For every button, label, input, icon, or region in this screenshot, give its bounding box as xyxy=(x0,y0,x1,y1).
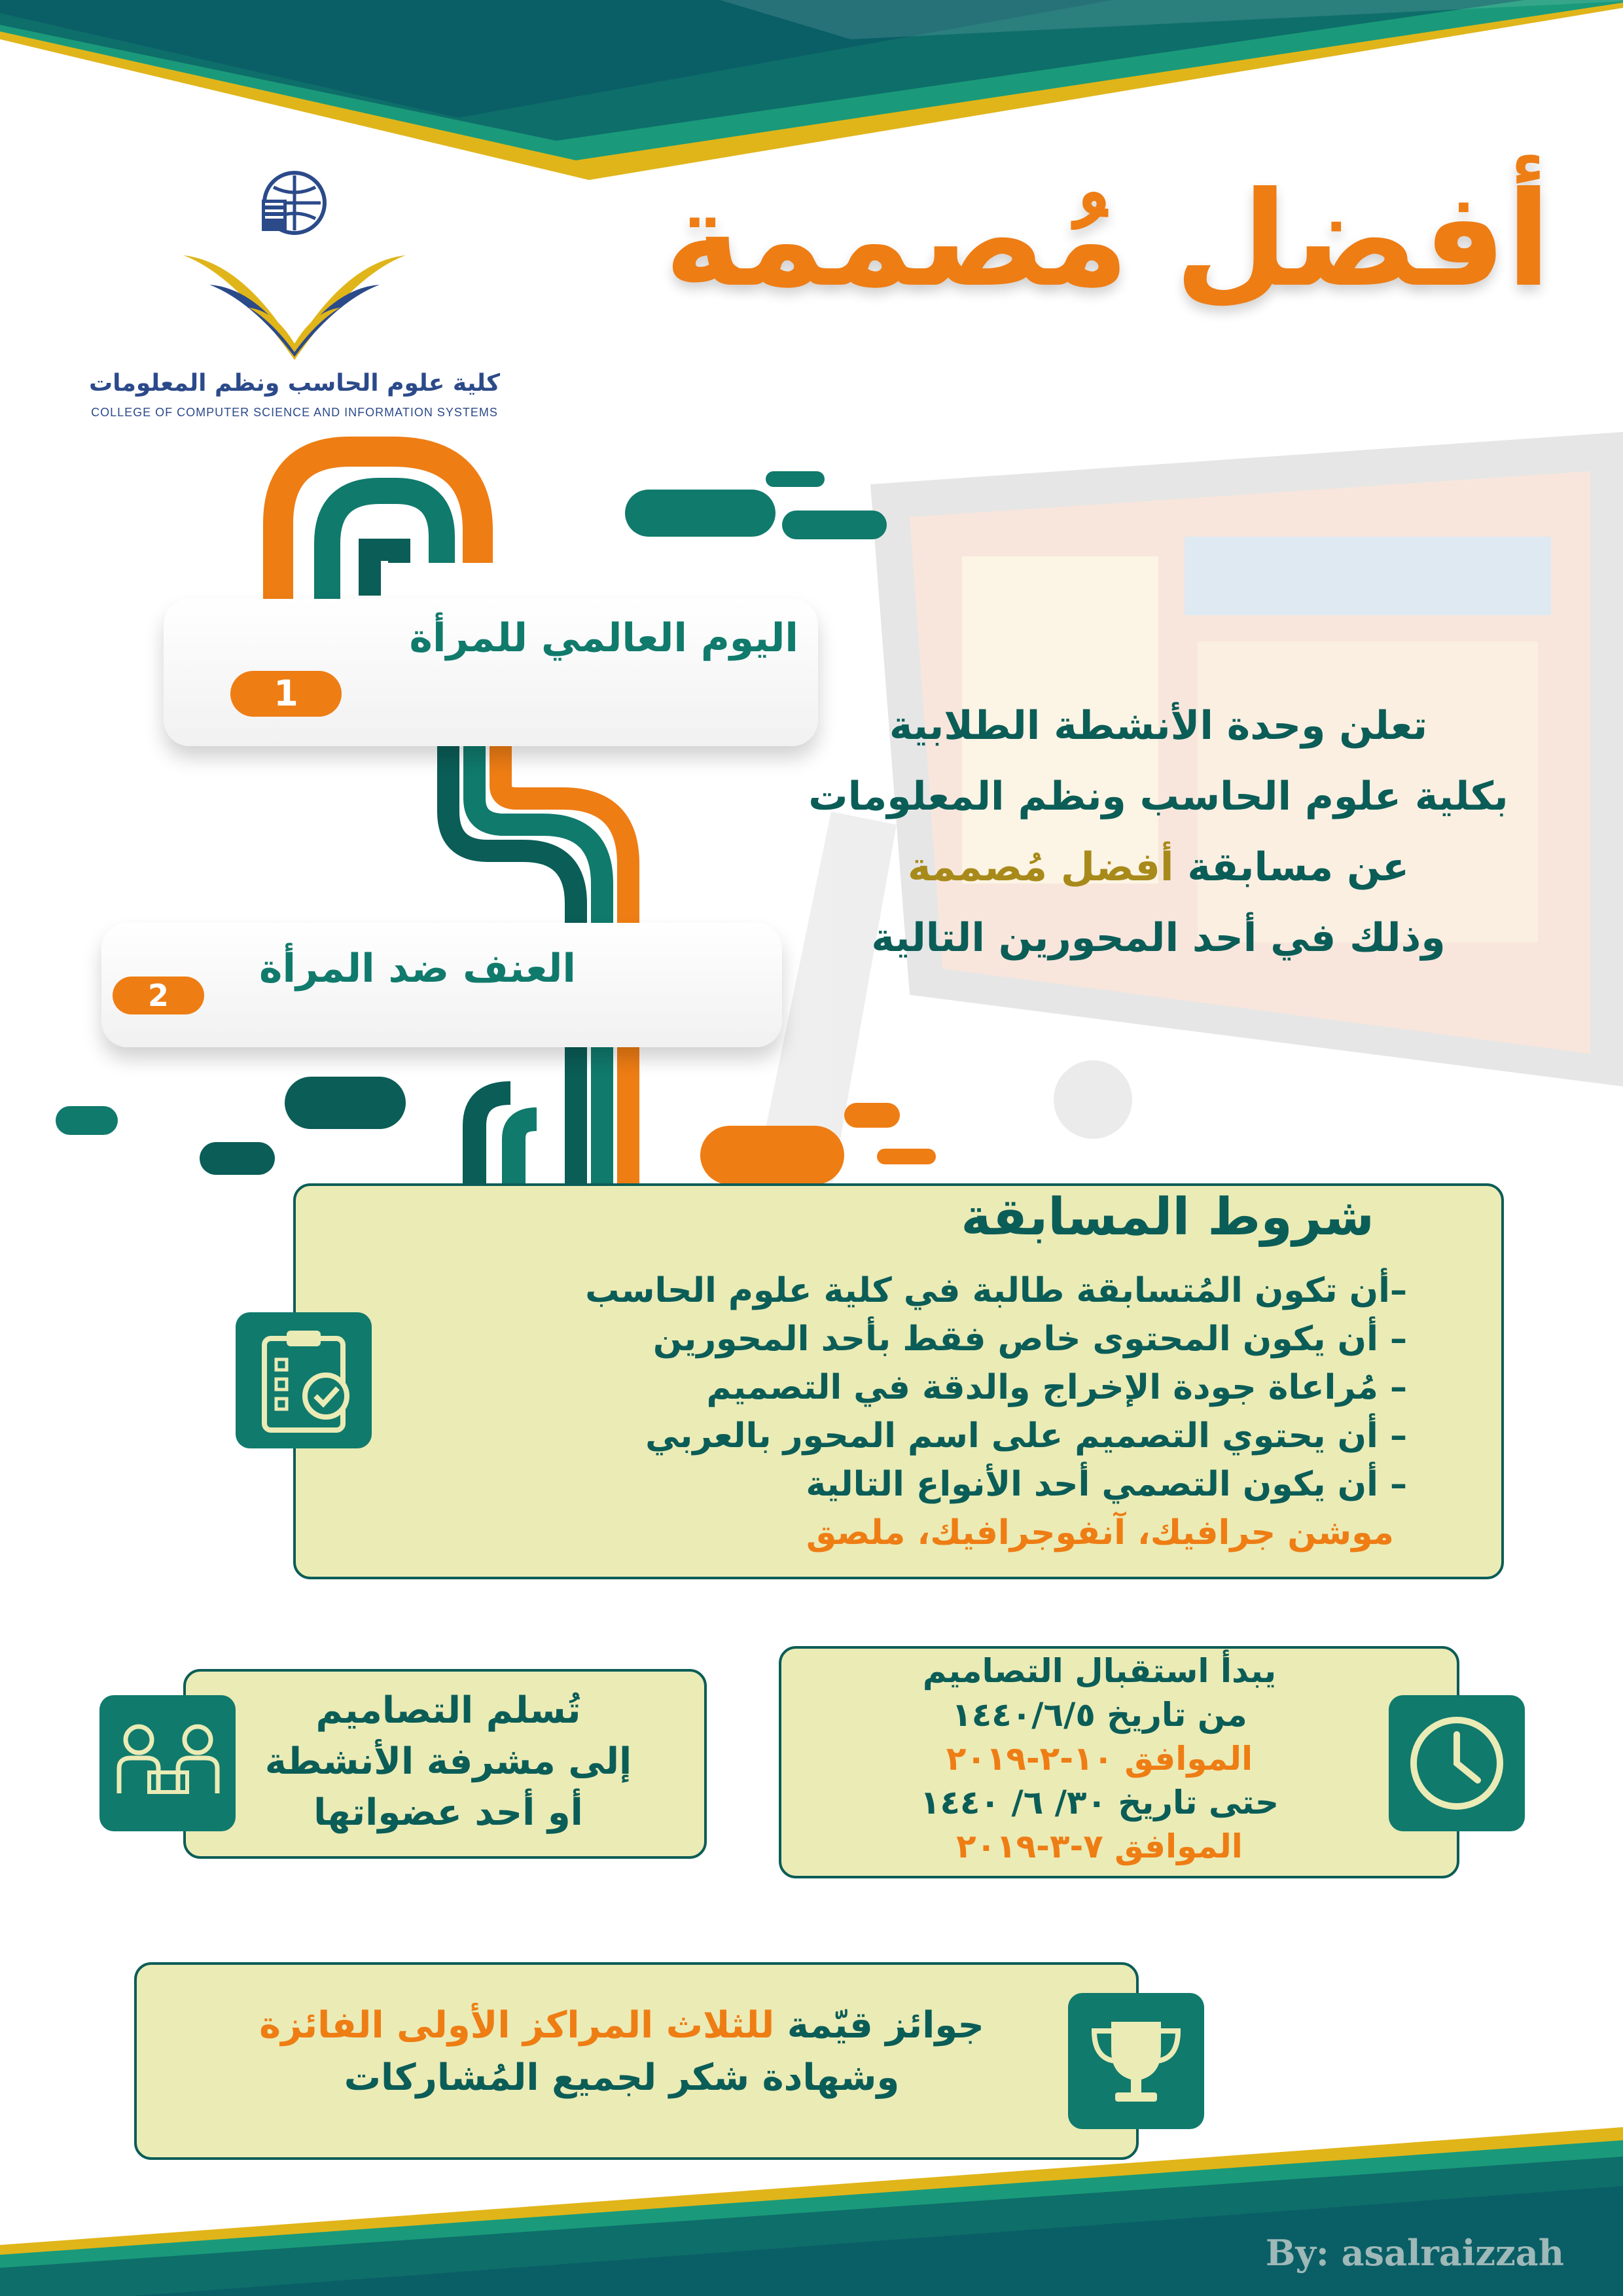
prizes-line xyxy=(196,2000,1047,2052)
schedule-line: الموافق ١٠-٢-٢٠١٩ xyxy=(946,1740,1253,1778)
schedule-line: الموافق ٧-٣-٢٠١٩ xyxy=(956,1827,1243,1865)
delivery-line: أو أحد عضواتها xyxy=(313,1791,583,1834)
prizes-text xyxy=(196,2000,1047,2104)
condition-item: – أن يحتوي التصميم على اسم المحور بالعربي xyxy=(645,1416,1407,1456)
condition-item: – أن يكون التصمي أحد الأنواع التالية xyxy=(806,1465,1407,1504)
announcement-line: تعلن وحدة الأنشطة الطلابية xyxy=(889,703,1428,749)
page-title: أفضل مُصممة xyxy=(664,164,1551,316)
decor-pill xyxy=(782,511,887,539)
schedule-line: من تاريخ ١٤٤٠/٦/٥ xyxy=(952,1696,1247,1734)
announcement xyxy=(720,691,1597,973)
schedule-line: حتى تاريخ ٣٠/ ٦/ ١٤٤٠ xyxy=(920,1784,1279,1821)
designer-credit: By: asalraizzah xyxy=(1265,2232,1564,2274)
condition-item: –أن تكون المُتسابقة طالبة في كلية علوم الحاسب xyxy=(585,1271,1407,1310)
schedule-text xyxy=(818,1649,1381,1869)
condition-types: موشن جرافيك، آنفوجرافيك، ملصق xyxy=(806,1513,1394,1552)
prizes-prefix: جوائز قيّمة xyxy=(787,2004,984,2047)
decor-pill xyxy=(56,1106,118,1135)
topic-number: 1 xyxy=(274,673,298,714)
schedule-icon-box xyxy=(1389,1695,1525,1831)
announcement-prefix: عن مسابقة xyxy=(1187,844,1410,890)
announcement-highlight: أفضل مُصممة xyxy=(907,844,1174,890)
clipboard-check-icon xyxy=(236,1312,372,1448)
prizes-icon-box xyxy=(1068,1993,1204,2129)
logo-arabic-name: كلية علوم الحاسب ونظم المعلومات xyxy=(88,370,501,397)
announcement-line: وذلك في أحد المحورين التالية xyxy=(871,915,1446,961)
decor-pill xyxy=(844,1103,900,1128)
topic-number-badge xyxy=(113,977,204,1014)
delivery-icon-box xyxy=(99,1695,236,1831)
delivery-line: تُسلم التصاميم xyxy=(315,1689,581,1732)
schedule-line: يبدأ استقبال التصاميم xyxy=(922,1652,1277,1690)
decor-pill xyxy=(285,1077,406,1129)
college-logo xyxy=(59,170,530,432)
prizes-line: وشهادة شكر لجميع المُشاركات xyxy=(344,2056,900,2099)
conditions-heading: شروط المسابقة xyxy=(961,1188,1374,1247)
condition-item: – أن يكون المحتوى خاص فقط بأحد المحورين xyxy=(652,1319,1407,1359)
trophy-icon xyxy=(1068,1993,1204,2129)
topic-label: اليوم العالمي للمرأة xyxy=(409,615,798,661)
decor-pill xyxy=(700,1126,844,1185)
prizes-highlight: للثلاث المراكز الأولى الفائزة xyxy=(259,2004,775,2047)
clock-icon xyxy=(1389,1695,1525,1831)
conditions-icon-box xyxy=(236,1312,372,1448)
logo-emblem xyxy=(170,170,419,367)
announcement-line: بكلية علوم الحاسب ونظم المعلومات xyxy=(808,774,1508,819)
people-icon xyxy=(99,1695,236,1831)
topic-number-badge xyxy=(230,671,342,717)
condition-item: – مُراعاة جودة الإخراج والدقة في التصميم xyxy=(706,1368,1407,1407)
topic-label: العنف ضد المرأة xyxy=(259,946,576,992)
decor-pill xyxy=(625,490,776,537)
delivery-text xyxy=(242,1685,654,1839)
announcement-line xyxy=(720,832,1597,903)
delivery-line: إلى مشرفة الأنشطة xyxy=(264,1740,632,1783)
conditions-list xyxy=(419,1266,1407,1557)
topic-number: 2 xyxy=(147,978,169,1013)
logo-english-name: COLLEGE OF COMPUTER SCIENCE AND INFORMATION SYSTEMS xyxy=(91,406,498,419)
decor-pill xyxy=(877,1149,936,1164)
decor-pill xyxy=(766,471,825,487)
decor-pill xyxy=(200,1142,275,1175)
